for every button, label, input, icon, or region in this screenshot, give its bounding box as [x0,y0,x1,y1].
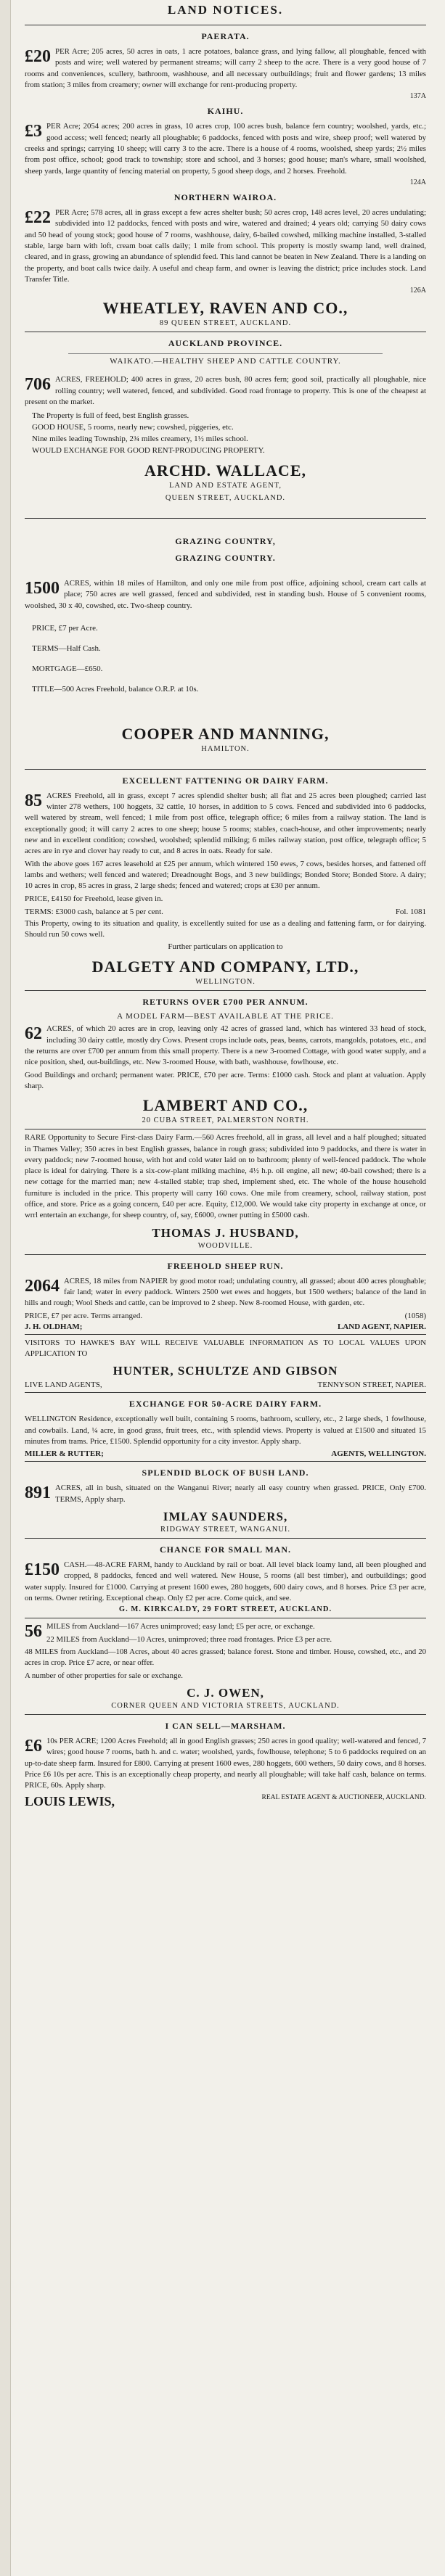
section-subheading: WAIKATO.—HEALTHY SHEEP AND CATTLE COUNTRY. [110,357,341,366]
listing-fattening-farm [25,791,426,857]
listing-ref: 137A [409,92,426,101]
agent-address: RIDGWAY STREET, WANGANUI. [160,1526,290,1534]
detail-line: GOOD HOUSE, 5 rooms, nearly new; cowshed, piggeries, etc. [32,423,234,432]
listing-text: PER Acre; 2054 acres; 200 acres in grass, 10 acres crop, 100 acres bush, balance fern country; woolshed, yards, etc.; good access; well fenced; nearly all ploughable; 6 paddocks, fenced with posts and wire, sheep proof; well watered by creeks and springs; carrying 10 sheep; will carry 3 to the acre. There is a house of 4 rooms, woolshed, sheep yards; 2½ miles from post office, school; good track to township; store and school, and 3 horses; good house; man's whare, small woolshed, sheep yards, large quantity of fencing material on property, 5 good sheep dogs, and 2 horses. Freehold. [25,122,426,176]
listing-miles: 56 [25,1622,42,1642]
terms-line: TERMS: £3000 cash, balance at 5 per cent. [25,907,163,916]
agent-address: WELLINGTON. [195,978,256,987]
listing-acres: 85 [25,791,42,810]
column-masthead: LAND NOTICES. [167,3,284,17]
terms-row [25,908,426,916]
section-heading: GRAZING COUNTRY. [175,552,276,563]
agent-address: TENNYSON STREET, NAPIER. [317,1380,426,1390]
listing-paerata [25,46,426,91]
divider [25,1538,426,1539]
price-line: PRICE, £7 per Acre. [32,623,98,633]
divider [25,769,426,770]
agent-name: LOUIS LEWIS, [25,1793,115,1808]
listing-small-farm [25,1560,426,1604]
divider [25,1334,426,1335]
listing-acres: 62 [25,1024,42,1044]
listing-text: ACRES, all in bush, situated on the Wanganui River; nearly all easy country when grassed. PRICE, Only £700. TERMS, Apply sharp. [55,1484,426,1504]
divider [25,1392,426,1393]
page-gutter [0,0,11,2576]
advert-dalgety [25,775,426,986]
section-heading: NORTHERN WAIROA. [173,192,277,202]
listing-text: ACRES, 18 miles from NAPIER by good motor road; undulating country, all grassed; about 400 acres ploughable; fair land; water in every paddock. Winters 2500 wet ewes and hoggets, but 1500 wethers; balance of the land in hills and rough; Wool Sheds and cattle, can be improved to 2 sheep. New 8-roomed House, with garden, etc. [25,1276,426,1308]
agent-name: THOMAS J. HUSBAND, [152,1225,299,1240]
agent-row [25,1449,426,1458]
listing-auckland-3: 48 MILES from Auckland—108 Acres, about 40 acres grassed; balance forest. Stone and timber. House, cowshed, etc., and 20 acres in crop. Price £7 acre, or near offer. [25,1647,426,1668]
further-line: Further particulars on application to [168,942,283,952]
listing-details [32,411,426,457]
agent-address: 20 CUBA STREET, PALMERSTON NORTH. [142,1116,309,1125]
listing-text-2: Good Buildings and orchard; permanent water. PRICE, £70 per acre. Terms: £1000 cash. Stock and plant at valuation. Apply sharp. [25,1070,426,1090]
agent-name: C. J. OWEN, [187,1686,264,1700]
divider [25,1254,426,1255]
section-heading: EXCHANGE FOR 50-ACRE DAIRY FARM. [128,1399,322,1410]
section-heading: EXCELLENT FATTENING OR DAIRY FARM. [122,775,329,786]
land-notices-column [25,0,426,1809]
agent-title: LAND AND ESTATE AGENT, [168,481,282,490]
section-heading: SPLENDID BLOCK OF BUSH LAND. [142,1468,309,1478]
advert-owen [25,1621,426,1710]
agent-title: LIVE LAND AGENTS, [25,1380,102,1390]
agent-address: WOODVILLE. [197,1241,253,1250]
divider [25,518,426,519]
divider [25,1714,426,1715]
agent-name: DALGETY AND COMPANY, LTD., [91,958,359,976]
agent-name: ARCHD. WALLACE, [144,461,306,480]
agent-name: LAMBERT AND CO., [142,1096,309,1115]
price-line: PRICE, £7 per acre. Terms arranged. [25,1311,143,1320]
mortgage-line: MORTGAGE—£650. [32,664,103,673]
listing-acres: 891 [25,1484,51,1503]
terms-line: TERMS—Half Cash. [32,643,101,653]
advert-lambert [25,997,426,1124]
listing-price: £22 [25,207,51,227]
listing-ref: (1058) [404,1311,426,1320]
agent-address: CORNER QUEEN AND VICTORIA STREETS, AUCKLAND. [111,1702,340,1711]
section-heading: CHANCE FOR SMALL MAN. [159,1544,291,1555]
further-line: A number of other properties for sale or exchange. [25,1671,183,1680]
section-heading: PAERATA. [201,31,250,41]
advert-kirkcaldy [25,1544,426,1613]
agent-row [25,1322,426,1331]
agent-name: COOPER AND MANNING, [121,724,330,743]
section-heading: KAIHU. [207,106,244,117]
listing-residence: WELLINGTON Residence, exceptionally well built, containing 5 rooms, bathroom, scullery, etc., 2 large sheds, 1 fowlhouse, and cowbails. Land, ¼ acre, in good grass, fruit trees, etc., with splendid views. Property is valued at £1500 and situated 15 minutes from trams. Price, £1500. Splendid opportunity for a city investor. Apply sharp. [25,1415,426,1447]
listing-kaihu [25,121,426,177]
section-heading: I CAN SELL—MARSHAM. [165,1721,286,1732]
title-line: TITLE—500 Acres Freehold, balance O.R.P. at 10s. [32,684,199,694]
advert-louis-lewis [25,1721,426,1809]
agent-address: QUEEN STREET, AUCKLAND. [165,493,286,502]
listing-northern-wairoa [25,207,426,285]
advert-oldham [25,1261,426,1331]
listing-dairy-farm: RARE Opportunity to Secure First-class Dairy Farm.—560 Acres freehold, all in grass, all level and a half ploughed; situated in Thames Valley; 350 acres in best English grasses, balance in rough grass; subdivided into 9 paddocks, and there is water in every paddock; new 7-roomed house, with hot and cold water laid on to bathroom; plenty of well-fenced paddock. The whole place is ideal for dairying. There is a six-cow-plant milking machine, 4½ h.p. oil engine, all new; 40-bail cowshed; there is a new cottage for the married man; new 4-stalled stable; trap shed, implement shed, etc. The whole of the house household furniture is included in the price. This property will carry 160 cows. One mile from creamery, school, railway station, post office, and store. Price as a going concern, £40 per acre. Equity, £12,000. We would take city property in exchange at once, or wrrl entertain an exchange, for sheep country, of, say, £6000, owner putting in £5000 cash. [25,1133,426,1220]
listing-text: CASH.—48-ACRE FARM, handy to Auckland by rail or boat. All level black loamy land, all been ploughed and cropped, 8 paddocks, fenced and well watered. New House, 5 rooms (all best timber), and outbuildings; good water supply. Insured for £1000. Carrying at present 1600 ewes, 280 hoggets, 600 dairy cows, and 8 horses. Price £3 per acre, on terms. Owner retiring. Exceptional cheap. Only £2 per acre. Come quick, and see. [25,1560,426,1603]
visitor-notice: VISITORS TO HAWKE'S BAY WILL RECEIVE VALUABLE INFORMATION AS TO LOCAL VALUES UPON APPLICATION TO [25,1338,426,1359]
advert-cooper-manning [25,522,426,753]
agent-name: HUNTER, SCHULTZE AND GIBSON [113,1364,338,1378]
agent-name: WHEATLEY, RAVEN AND CO., [102,299,348,318]
detail-line: The Property is full of feed, best English grasses. [32,411,189,421]
listing-bush-land [25,1483,426,1505]
agent-row [25,1380,426,1389]
agent-name: G. M. KIRKCALDY, 29 FORT STREET, AUCKLAND. [118,1605,332,1614]
advert-wheatley-raven [25,31,426,327]
section-heading: GRAZING COUNTRY, [175,535,276,546]
advert-archd-wallace [25,338,426,502]
agent-title: LAND AGENT, NAPIER. [337,1322,426,1331]
listing-text: ACRES, within 18 miles of Hamilton, and only one mile from post office, adjoining school, cream cart calls at place; 750 acres are well grassed, fenced and subdivided, rest in standing bush. House of 5 convenient rooms, woolshed, 30 x 40, cowshed, etc. Two-sheep country. [25,578,426,610]
advert-miller-rutter [25,1399,426,1458]
section-subheading: A MODEL FARM—BEST AVAILABLE AT THE PRICE. [117,1012,334,1021]
listing-ref: 126A [409,287,426,295]
section-heading: RETURNS OVER £700 PER ANNUM. [142,997,309,1008]
advert-husband [25,1132,426,1250]
listing-price: £20 [25,47,51,66]
listing-terms [32,614,426,696]
agent-title: AGENTS, WELLINGTON. [331,1449,426,1459]
agent-name: IMLAY SAUNDERS, [163,1510,288,1524]
divider [25,1461,426,1462]
listing-text: ACRES, FREEHOLD; 400 acres in grass, 20 acres bush, 80 acres fern; good soil, practically all ploughable, nice rolling country; well watered, fenced, and subdivided. Good road frontage to property. This is one of the cheapest at present on the market. [25,375,426,406]
listing-text: ACRES, of which 20 acres are in crop, leaving only 42 acres of grassed land, which has wintered 33 head of stock, including 30 dairy cattle, mostly dry Cows. Present crops include oats, peas, beans, carrots, mangolds, potatoes, etc., and the returns are over £700 per annum from this small property. There is a new 3-roomed Cottage, with good water supply, and a nice position, shed, out-buildings, etc. New 3-roomed House, with bath, washhouse, fowlhouse, etc. [25,1024,426,1067]
agent-address: 89 QUEEN STREET, AUCKLAND. [159,319,292,328]
listing-text-3: This Property, owing to its situation and quality, is excellently suited for use as a dealing and fattening farm, or for dairying. Should run 50 cows well. [25,918,426,939]
listing-marsham [25,1736,426,1792]
agent-title: REAL ESTATE AGENT & AUCTIONEER, AUCKLAND. [261,1793,426,1801]
listing-ref: Fol. 1081 [395,907,426,916]
listing-text: PER Acre; 578 acres, all in grass except a few acres shelter bush; 50 acres crop, 148 acres level, 20 acres undulating; subdivided into 12 paddocks, fenced with posts and wire, watered and drained; 4 years old; carrying 50 dairy cows and 50 head of young stock; good house of 7 rooms, washhouse, dairy, 6-bailed cowshed, milking machine installed, 3-stalled stable, large barn with loft, cream boat calls daily; 1 mile from school. This property is mostly swamp land, well drained, cleared, and in grass, growing an abundance of splendid feed. This land cannot be beaten in New Zealand. There is a landing on the property, and boat calls twice daily. A useful and cheap farm, and owner is leaving the district; price includes stock. Land Transfer Title. [25,207,426,284]
agent-name: J. H. OLDHAM; [25,1322,83,1331]
listing-acres: 2064 [25,1276,60,1296]
price-line: PRICE, £4150 for Freehold, lease given in. [25,894,163,903]
listing-price: £3 [25,122,42,141]
listing-sheep-run [25,1276,426,1309]
listing-auckland-2: 22 MILES from Auckland—10 Acres, unimproved; three road frontages. Price £3 per acre. [46,1634,332,1644]
agent-row [25,1794,426,1809]
listing-text-2: With the above goes 167 acres leasehold at £25 per annum, which wintered 150 ewes, 7 cows, besides horses, and fattened off lambs and wethers; well fenced and watered; Dreadnought Bogs, and 3 new buildings; Bonded Store; Bonded Store. A dairy; 10 acres in crop, 85 acres in grass, 2 large sheds; fenced and watered; crops at £30 per annum. [25,859,426,891]
listing-text: PER Acre; 205 acres, 50 acres in oats, 1 acre potatoes, balance grass, and lying fallow, all ploughable, fenced with posts and wire; well watered by permanent streams; will carry 2 sheep to the acre. There is a very good house of 7 rooms and conveniences, scullery, bathroom, washhouse, and all necessary outbuildings; fruit and flower gardens; 13 miles from station; 3 miles from creamery; owner will exchange for rent-producing property. [25,47,426,89]
detail-line: Nine miles leading Township, 2¾ miles creamery, 1½ miles school. [32,435,248,444]
divider [25,990,426,991]
section-heading: AUCKLAND PROVINCE. [168,338,283,349]
advert-imlay-saunders [25,1468,426,1534]
listing-price: £150 [25,1560,60,1580]
listing-acres: 706 [25,375,51,395]
listing-model-farm [25,1024,426,1068]
section-heading: FREEHOLD SHEEP RUN. [167,1260,284,1271]
divider [68,353,383,354]
listing-acres: 1500 [25,578,60,598]
listing-text: 10s PER ACRE; 1200 Acres Freehold; all in good English grasses; 250 acres in good quality; well-watered and fenced, 7 wires; good house 7 rooms, bath h. and c. water; woolshed, yards, fowlhouse, telephone; 5 to 6 paddocks required on an up-to-date sheep farm. Insured for £800. Carrying at present 1600 ewes, 280 hoggets, 600 wethers, 50 dairy cows, and 8 horses. Price £6 10s per acre. This is an exceptionally cheap property, and nearly all ploughable; will take half cash, balance on terms. PRICE, 60s. Apply sharp. [25,1737,426,1790]
listing-price: £6 [25,1737,42,1756]
advert-hunter-schultze [25,1338,426,1390]
listing-text: MILES from Auckland—167 Acres unimproved; easy land; £5 per acre, or exchange. [46,1622,315,1631]
agent-name: MILLER & RUTTER; [25,1449,104,1459]
listing-text: ACRES Freehold, all in grass, except 7 acres splendid shelter bush; all flat and 25 acres been ploughed; carried last winter 278 wethers, 100 hoggets, 32 cattle, 10 horses, in addition to 5 cows. Fenced and subdivided into 6 paddocks, well watered by stream, well fenced; 1 mile from post office, telegraph office; 6 miles from a railway station. The land is exceptionally good; it will carry 2 acres to one sheep; house 5 rooms; stables, coach-house, and other improvements; nearly new and in excellent condition; cowshed, woolshed; splendid milking; 6 miles railway station, post office, telegraph office; 5 acres are in rye and clover hay ready to cut, and 8 acres in oats. Ready for sale. [25,791,426,856]
agent-address: HAMILTON. [201,744,250,753]
listing-ref: 124A [409,178,426,186]
listing-grazing [25,578,426,612]
listing-waikato [25,374,426,408]
detail-line: WOULD EXCHANGE FOR GOOD RENT-PRODUCING PROPERTY. [32,446,265,456]
price-row [25,1312,426,1320]
